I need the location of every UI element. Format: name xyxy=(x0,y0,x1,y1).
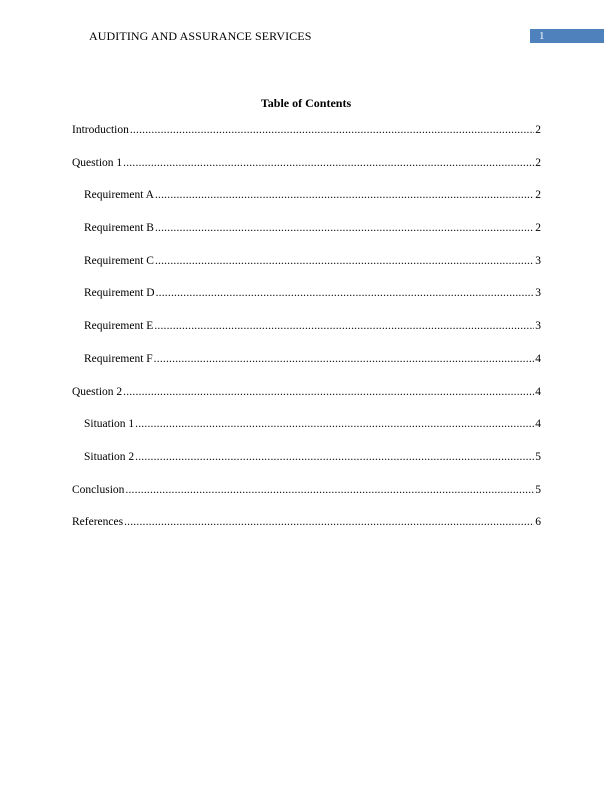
toc-dot-leader xyxy=(123,156,534,170)
toc-list xyxy=(72,123,541,548)
toc-entry-label: Conclusion xyxy=(72,483,125,496)
toc-entry-label: Question 1 xyxy=(72,156,123,169)
toc-entry-page: 4 xyxy=(535,352,541,365)
toc-entry-requirement-c[interactable] xyxy=(72,254,541,287)
toc-entry-page: 4 xyxy=(535,418,541,431)
toc-entry-label: Situation 1 xyxy=(84,418,135,431)
toc-entry-page: 2 xyxy=(535,156,541,169)
toc-dot-leader xyxy=(155,188,534,202)
running-head: AUDITING AND ASSURANCE SERVICES xyxy=(89,29,312,43)
toc-entry-requirement-b[interactable] xyxy=(72,221,541,254)
toc-dot-leader xyxy=(124,515,534,529)
toc-entry-page: 3 xyxy=(535,254,541,267)
toc-entry-situation-1[interactable] xyxy=(72,417,541,450)
toc-entry-label: Question 2 xyxy=(72,385,123,398)
toc-entry-page: 5 xyxy=(535,450,541,463)
toc-entry-page: 6 xyxy=(535,516,541,529)
toc-entry-requirement-f[interactable] xyxy=(72,352,541,385)
toc-entry-page: 4 xyxy=(535,385,541,398)
toc-entry-page: 3 xyxy=(535,320,541,333)
toc-dot-leader xyxy=(156,286,535,300)
toc-entry-question-1[interactable] xyxy=(72,156,541,189)
toc-entry-requirement-a[interactable] xyxy=(72,188,541,221)
toc-entry-label: Introduction xyxy=(72,124,129,136)
toc-dot-leader xyxy=(155,254,534,268)
toc-entry-page: 2 xyxy=(535,124,541,136)
toc-dot-leader xyxy=(135,417,534,431)
toc-title: Table of Contents xyxy=(260,96,352,110)
toc-entry-question-2[interactable] xyxy=(72,385,541,418)
toc-entry-page: 2 xyxy=(535,222,541,235)
toc-dot-leader xyxy=(154,352,535,366)
toc-entry-label: Requirement F xyxy=(84,352,153,365)
toc-entry-conclusion[interactable] xyxy=(72,483,541,516)
toc-dot-leader xyxy=(123,385,534,399)
toc-entry-label: References xyxy=(72,516,124,529)
toc-entry-page: 2 xyxy=(535,189,541,202)
toc-entry-situation-2[interactable] xyxy=(72,450,541,483)
toc-entry-references[interactable] xyxy=(72,515,541,548)
toc-dot-leader xyxy=(154,319,534,333)
toc-entry-requirement-d[interactable] xyxy=(72,286,541,319)
toc-entry-page: 5 xyxy=(535,483,541,496)
toc-entry-label: Requirement B xyxy=(84,222,154,235)
page-number: 1 xyxy=(539,30,545,42)
toc-entry-page: 3 xyxy=(535,287,541,300)
toc-entry-label: Requirement C xyxy=(84,254,154,267)
toc-entry-label: Requirement D xyxy=(84,287,155,300)
toc-dot-leader xyxy=(130,123,534,137)
toc-dot-leader xyxy=(155,221,534,235)
toc-dot-leader xyxy=(125,483,534,497)
page-number-box xyxy=(530,29,604,43)
toc-entry-requirement-e[interactable] xyxy=(72,319,541,352)
toc-dot-leader xyxy=(135,450,534,464)
toc-entry-label: Situation 2 xyxy=(84,450,135,463)
toc-entry-introduction[interactable] xyxy=(72,123,541,156)
toc-entry-label: Requirement E xyxy=(84,320,154,333)
toc-entry-label: Requirement A xyxy=(84,189,154,202)
